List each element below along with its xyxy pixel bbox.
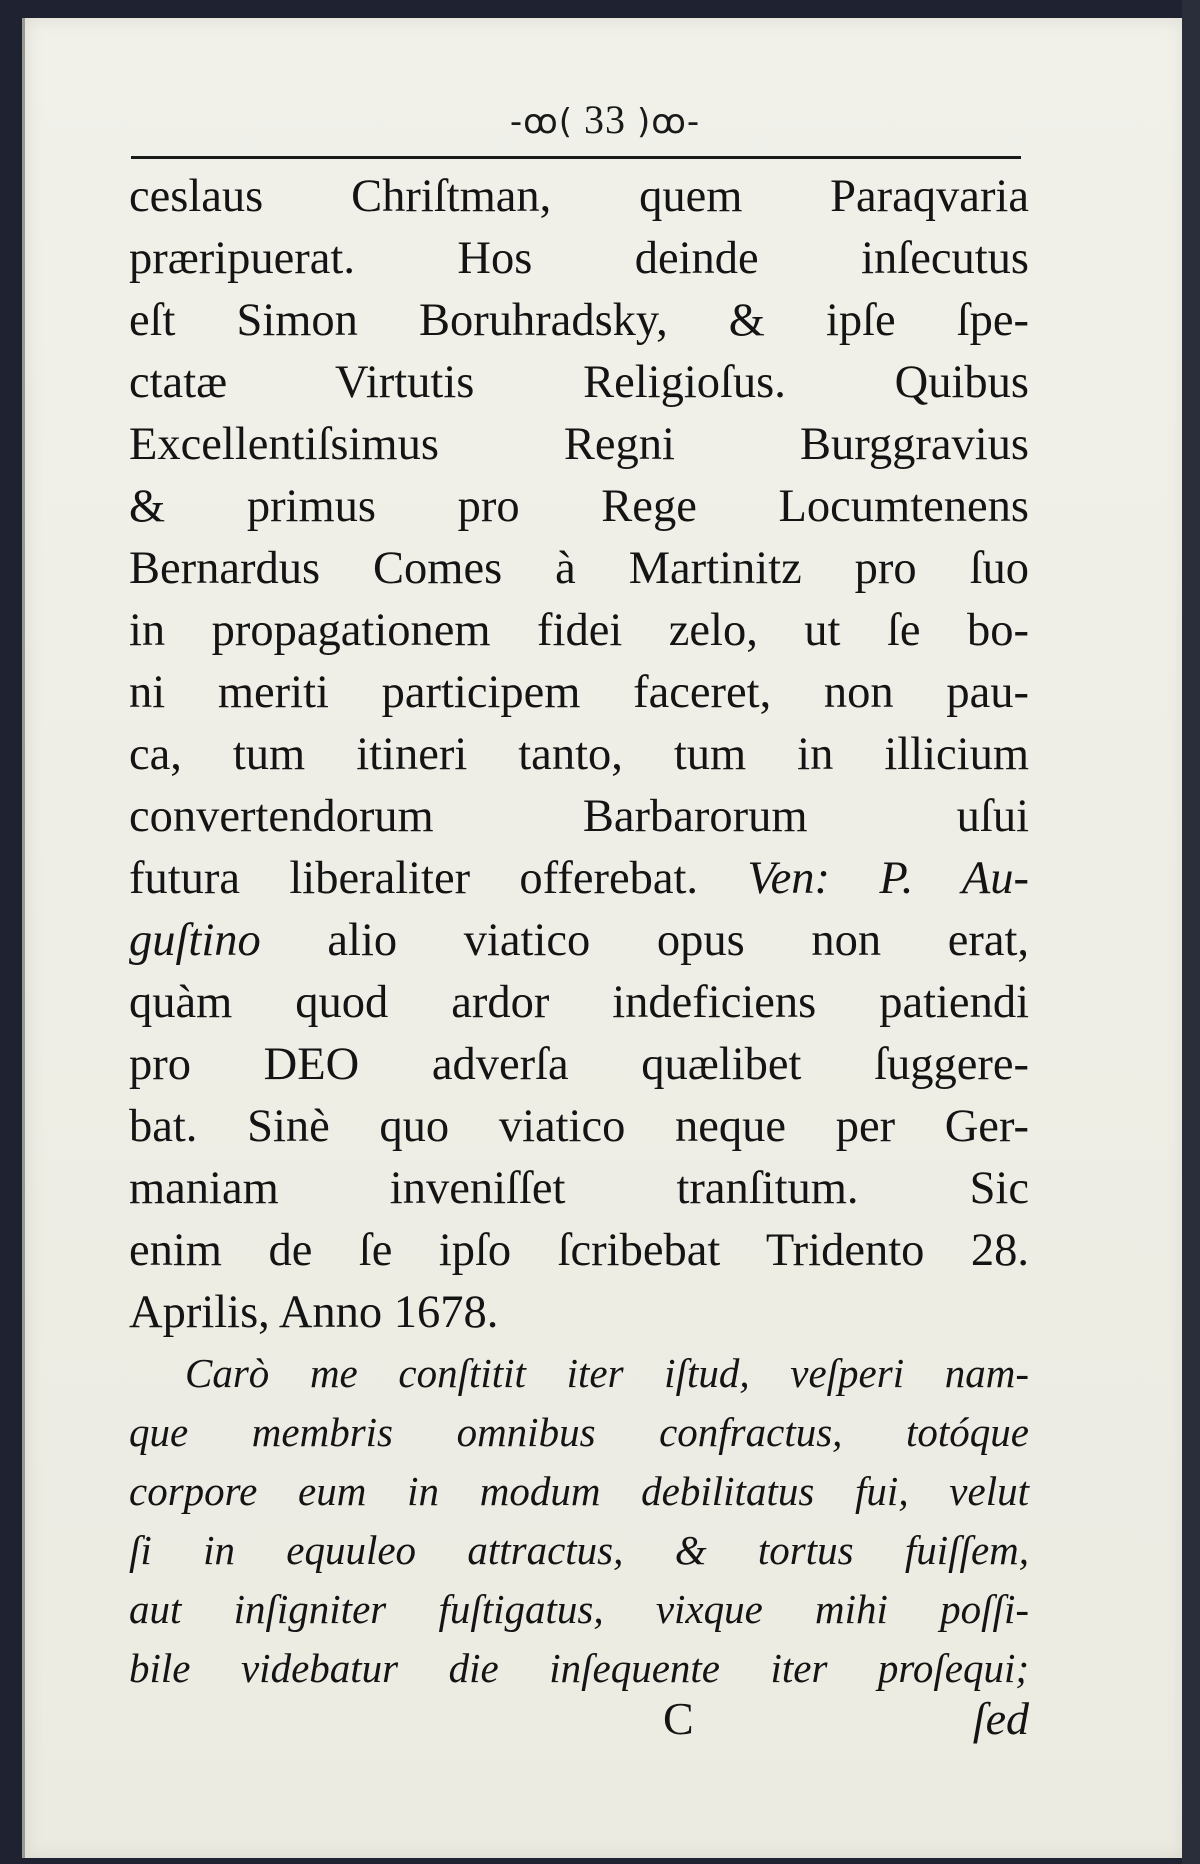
- text-line: convertendorum Barbarorum uſui: [129, 791, 1029, 842]
- italic-name: guſtino: [129, 915, 261, 966]
- header-rule: [131, 156, 1021, 159]
- book-page: [22, 18, 1185, 1858]
- quote-line: ſi in equuleo attractus, & tortus fuiſſem,: [129, 1527, 1029, 1573]
- text-line: Excellentiſsimus Regni Burggravius: [129, 419, 1029, 470]
- text-line: ni meriti participem faceret, non pau-: [129, 667, 1029, 718]
- ornament-left: -ꝏ(: [509, 102, 573, 142]
- scan-edge: [1182, 0, 1200, 1864]
- text-line: Bernardus Comes à Martinitz pro ſuo: [129, 543, 1029, 594]
- text-line: ctatæ Virtutis Religioſus. Quibus: [129, 357, 1029, 408]
- ornament-right: )ꝏ-: [637, 102, 701, 142]
- signature-mark: C: [663, 1693, 694, 1744]
- text-line: & primus pro Rege Locumtenens: [129, 481, 1029, 532]
- page-header: [25, 96, 1185, 143]
- italic-name: Ven: P. Au-: [747, 853, 1029, 904]
- page-number: 33: [584, 97, 626, 142]
- text-line: quàm quod ardor indeficiens patiendi: [129, 977, 1029, 1028]
- text-line: præripuerat. Hos deinde inſecutus: [129, 233, 1029, 284]
- text-line: bat. Sinè quo viatico neque per Ger-: [129, 1101, 1029, 1152]
- page-footer: [129, 1692, 1029, 1754]
- quote-line: aut inſigniter fuſtigatus, vixque mihi poſſi-: [129, 1586, 1029, 1632]
- quote-line: que membris omnibus confractus, totóque: [129, 1409, 1029, 1455]
- body-text: [129, 166, 1029, 1698]
- text-line: Aprilis, Anno 1678.: [129, 1287, 499, 1338]
- text-line: in propagationem fidei zelo, ut ſe bo-: [129, 605, 1029, 656]
- quote-line: corpore eum in modum debilitatus fui, velut: [129, 1468, 1029, 1514]
- quote-line: bile videbatur die inſequente iter proſequi;: [129, 1645, 1029, 1691]
- text-line: [129, 910, 1029, 972]
- quote-line: Carò me conſtitit iter iſtud, veſperi nam-: [185, 1350, 1029, 1396]
- text-line: pro DEO adverſa quælibet ſuggere-: [129, 1039, 1029, 1090]
- text-line: ca, tum itineri tanto, tum in illicium: [129, 729, 1029, 780]
- text-line: ceslaus Chriſtman, quem Paraqvaria: [129, 171, 1029, 222]
- text-line: maniam inveniſſet tranſitum. Sic: [129, 1163, 1029, 1214]
- text-line: eſt Simon Boruhradsky, & ipſe ſpe-: [129, 295, 1029, 346]
- text-segment: futura liberaliter offerebat.: [129, 853, 699, 904]
- text-segment: alio viatico opus non erat,: [327, 915, 1030, 966]
- text-line: [129, 848, 1029, 910]
- text-line: enim de ſe ipſo ſcribebat Tridento 28.: [129, 1225, 1029, 1276]
- catchword: ſed: [972, 1693, 1029, 1744]
